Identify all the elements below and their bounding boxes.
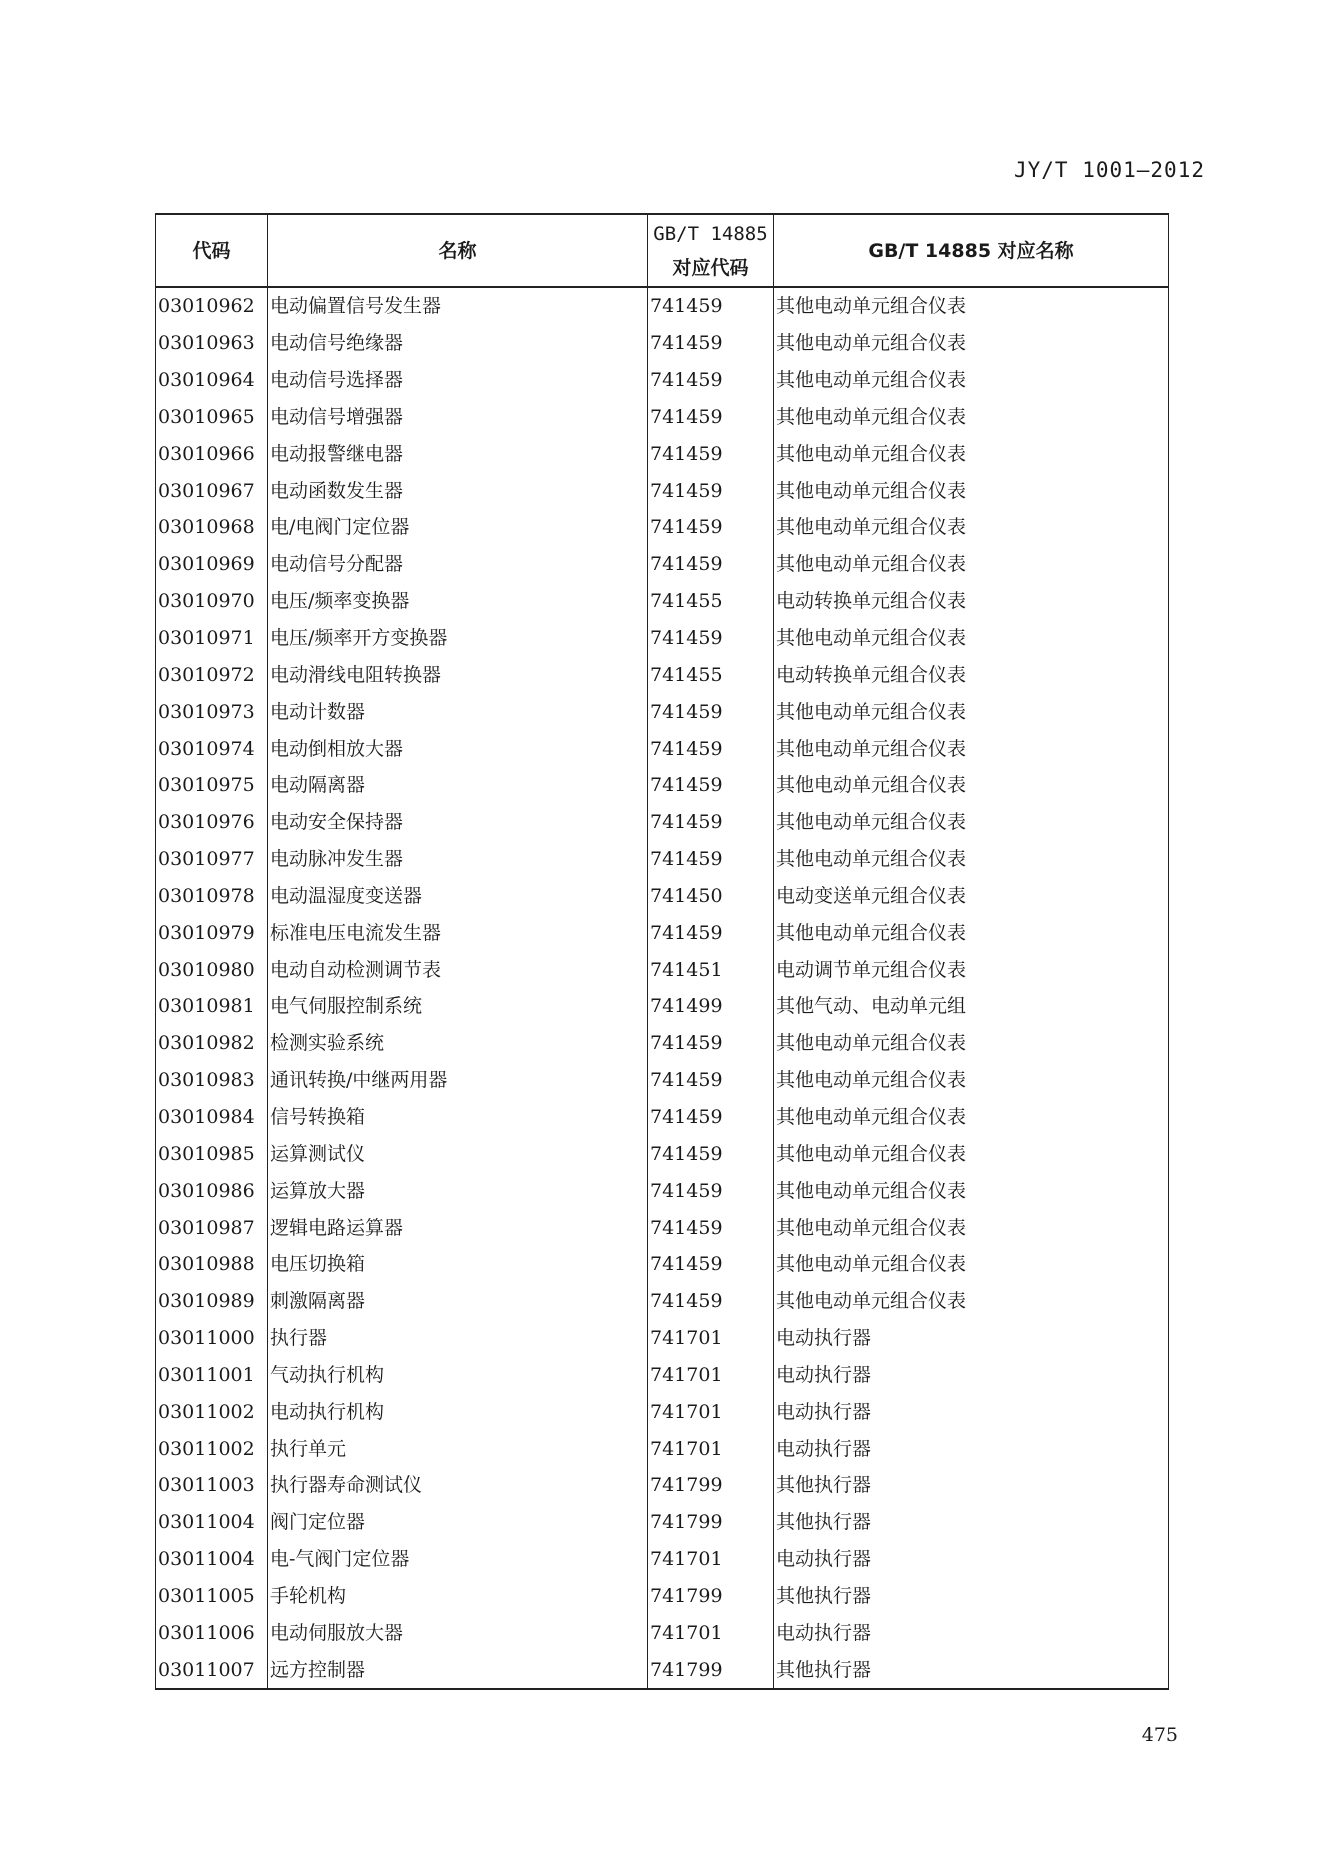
header-gb-code-line1: GB/T 14885 [653, 222, 768, 245]
cell-gb-name: 其他电动单元组合仪表 [774, 472, 1169, 509]
cell-name: 电动滑线电阻转换器 [268, 656, 648, 693]
table-row [156, 1135, 1169, 1172]
cell-name: 电压/频率开方变换器 [268, 620, 648, 657]
table-row [156, 1246, 1169, 1283]
cell-code: 03010984 [156, 1099, 268, 1136]
table-row [156, 656, 1169, 693]
table-row [156, 1209, 1169, 1246]
cell-gb-name: 电动执行器 [774, 1320, 1169, 1357]
table-row [156, 1283, 1169, 1320]
cell-code: 03010983 [156, 1062, 268, 1099]
table-row [156, 1099, 1169, 1136]
cell-code: 03011006 [156, 1614, 268, 1651]
cell-code: 03010966 [156, 435, 268, 472]
cell-gb-code: 741459 [648, 435, 774, 472]
table-row [156, 1541, 1169, 1578]
table-row [156, 841, 1169, 878]
cell-gb-name: 电动执行器 [774, 1541, 1169, 1578]
cell-gb-name: 其他电动单元组合仪表 [774, 435, 1169, 472]
cell-code: 03010968 [156, 509, 268, 546]
cell-gb-name: 其他电动单元组合仪表 [774, 804, 1169, 841]
cell-name: 电动倒相放大器 [268, 730, 648, 767]
cell-name: 通讯转换/中继两用器 [268, 1062, 648, 1099]
cell-code: 03011000 [156, 1320, 268, 1357]
cell-code: 03011004 [156, 1504, 268, 1541]
cell-gb-code: 741459 [648, 914, 774, 951]
cell-code: 03011005 [156, 1578, 268, 1615]
cell-gb-name: 电动转换单元组合仪表 [774, 656, 1169, 693]
table-row [156, 1320, 1169, 1357]
cell-gb-name: 其他电动单元组合仪表 [774, 767, 1169, 804]
cell-name: 电动脉冲发生器 [268, 841, 648, 878]
cell-gb-code: 741459 [648, 1172, 774, 1209]
cell-gb-name: 电动执行器 [774, 1393, 1169, 1430]
table-row [156, 693, 1169, 730]
cell-gb-name: 其他电动单元组合仪表 [774, 1099, 1169, 1136]
cell-name: 电动伺服放大器 [268, 1614, 648, 1651]
cell-code: 03011002 [156, 1393, 268, 1430]
table-row [156, 472, 1169, 509]
header-gb-name: GB/T 14885 对应名称 [774, 214, 1169, 287]
table-body [156, 287, 1169, 1689]
cell-gb-code: 741459 [648, 399, 774, 436]
table-row [156, 988, 1169, 1025]
cell-gb-code: 741459 [648, 1099, 774, 1136]
table-row [156, 804, 1169, 841]
cell-gb-name: 其他电动单元组合仪表 [774, 730, 1169, 767]
cell-gb-code: 741459 [648, 1135, 774, 1172]
cell-code: 03010975 [156, 767, 268, 804]
cell-gb-code: 741459 [648, 546, 774, 583]
cell-gb-code: 741459 [648, 804, 774, 841]
cell-name: 电动隔离器 [268, 767, 648, 804]
table-row [156, 1393, 1169, 1430]
table-row [156, 287, 1169, 325]
cell-gb-name: 其他电动单元组合仪表 [774, 1283, 1169, 1320]
cell-gb-name: 其他执行器 [774, 1467, 1169, 1504]
table-row [156, 362, 1169, 399]
cell-gb-name: 其他电动单元组合仪表 [774, 1246, 1169, 1283]
cell-code: 03011007 [156, 1651, 268, 1689]
table-row [156, 509, 1169, 546]
cell-name: 逻辑电路运算器 [268, 1209, 648, 1246]
cell-code: 03010981 [156, 988, 268, 1025]
cell-gb-name: 其他电动单元组合仪表 [774, 841, 1169, 878]
cell-gb-name: 其他气动、电动单元组 [774, 988, 1169, 1025]
cell-gb-name: 电动调节单元组合仪表 [774, 951, 1169, 988]
cell-gb-name: 其他电动单元组合仪表 [774, 620, 1169, 657]
cell-gb-code: 741459 [648, 472, 774, 509]
table-row [156, 583, 1169, 620]
cell-gb-code: 741799 [648, 1651, 774, 1689]
cell-gb-name: 其他电动单元组合仪表 [774, 546, 1169, 583]
cell-code: 03010974 [156, 730, 268, 767]
cell-gb-code: 741701 [648, 1430, 774, 1467]
cell-gb-name: 其他电动单元组合仪表 [774, 362, 1169, 399]
cell-code: 03010985 [156, 1135, 268, 1172]
cell-gb-code: 741459 [648, 1283, 774, 1320]
cell-gb-name: 其他电动单元组合仪表 [774, 1135, 1169, 1172]
cell-code: 03010980 [156, 951, 268, 988]
cell-name: 手轮机构 [268, 1578, 648, 1615]
cell-name: 电压切换箱 [268, 1246, 648, 1283]
cell-name: 刺激隔离器 [268, 1283, 648, 1320]
cell-gb-code: 741459 [648, 1246, 774, 1283]
cell-gb-code: 741451 [648, 951, 774, 988]
cell-name: 电/电阀门定位器 [268, 509, 648, 546]
cell-gb-code: 741455 [648, 583, 774, 620]
cell-gb-code: 741459 [648, 730, 774, 767]
cell-gb-code: 741799 [648, 1467, 774, 1504]
table-row [156, 1062, 1169, 1099]
cell-name: 标准电压电流发生器 [268, 914, 648, 951]
cell-gb-name: 其他电动单元组合仪表 [774, 399, 1169, 436]
cell-name: 远方控制器 [268, 1651, 648, 1689]
cell-gb-name: 电动变送单元组合仪表 [774, 878, 1169, 915]
cell-code: 03011004 [156, 1541, 268, 1578]
cell-gb-code: 741701 [648, 1356, 774, 1393]
cell-gb-name: 电动执行器 [774, 1430, 1169, 1467]
cell-code: 03010972 [156, 656, 268, 693]
standard-code: JY/T 1001—2012 [1013, 158, 1205, 182]
header-name: 名称 [268, 214, 648, 287]
cell-gb-name: 其他电动单元组合仪表 [774, 287, 1169, 325]
header-gb-code [648, 214, 774, 287]
cell-gb-code: 741459 [648, 287, 774, 325]
table-row [156, 546, 1169, 583]
table-row [156, 1172, 1169, 1209]
table-row [156, 730, 1169, 767]
cell-code: 03011003 [156, 1467, 268, 1504]
cell-name: 气动执行机构 [268, 1356, 648, 1393]
cell-code: 03010963 [156, 325, 268, 362]
table-row [156, 1430, 1169, 1467]
cell-name: 电动信号增强器 [268, 399, 648, 436]
cell-gb-code: 741459 [648, 693, 774, 730]
cell-code: 03010982 [156, 1025, 268, 1062]
cell-name: 检测实验系统 [268, 1025, 648, 1062]
header-code: 代码 [156, 214, 268, 287]
cell-name: 电动信号绝缘器 [268, 325, 648, 362]
cell-name: 电动信号选择器 [268, 362, 648, 399]
cell-gb-code: 741701 [648, 1541, 774, 1578]
cell-gb-code: 741459 [648, 620, 774, 657]
cell-gb-name: 电动执行器 [774, 1614, 1169, 1651]
cell-gb-name: 其他执行器 [774, 1651, 1169, 1689]
table-row [156, 878, 1169, 915]
cell-gb-name: 其他电动单元组合仪表 [774, 325, 1169, 362]
cell-code: 03010988 [156, 1246, 268, 1283]
cell-gb-code: 741455 [648, 656, 774, 693]
cell-gb-code: 741701 [648, 1614, 774, 1651]
table-row [156, 1356, 1169, 1393]
cell-name: 电动信号分配器 [268, 546, 648, 583]
cell-name: 电动报警继电器 [268, 435, 648, 472]
cell-name: 运算放大器 [268, 1172, 648, 1209]
table-row [156, 1467, 1169, 1504]
cell-gb-code: 741459 [648, 841, 774, 878]
cell-name: 电动温湿度变送器 [268, 878, 648, 915]
cell-gb-code: 741459 [648, 1209, 774, 1246]
cell-name: 阀门定位器 [268, 1504, 648, 1541]
cell-name: 电动安全保持器 [268, 804, 648, 841]
cell-code: 03010979 [156, 914, 268, 951]
table-row [156, 1578, 1169, 1615]
cell-code: 03010987 [156, 1209, 268, 1246]
cell-gb-name: 电动转换单元组合仪表 [774, 583, 1169, 620]
cell-name: 执行单元 [268, 1430, 648, 1467]
cell-gb-code: 741499 [648, 988, 774, 1025]
table-row [156, 399, 1169, 436]
cell-gb-code: 741459 [648, 767, 774, 804]
table-row [156, 951, 1169, 988]
cell-name: 电气伺服控制系统 [268, 988, 648, 1025]
table-row [156, 325, 1169, 362]
cell-gb-name: 其他电动单元组合仪表 [774, 509, 1169, 546]
cell-name: 信号转换箱 [268, 1099, 648, 1136]
page-number: 475 [1141, 1724, 1178, 1746]
cell-gb-code: 741459 [648, 1062, 774, 1099]
cell-code: 03011002 [156, 1430, 268, 1467]
table-row [156, 914, 1169, 951]
cell-code: 03010965 [156, 399, 268, 436]
cell-gb-name: 其他执行器 [774, 1504, 1169, 1541]
cell-name: 执行器 [268, 1320, 648, 1357]
cell-gb-code: 741701 [648, 1320, 774, 1357]
table-row [156, 767, 1169, 804]
code-mapping-table [155, 213, 1169, 1690]
cell-name: 电压/频率变换器 [268, 583, 648, 620]
cell-gb-code: 741701 [648, 1393, 774, 1430]
cell-gb-name: 电动执行器 [774, 1356, 1169, 1393]
cell-code: 03010967 [156, 472, 268, 509]
cell-gb-code: 741459 [648, 1025, 774, 1062]
cell-gb-code: 741459 [648, 509, 774, 546]
cell-code: 03010970 [156, 583, 268, 620]
cell-gb-name: 其他电动单元组合仪表 [774, 1172, 1169, 1209]
cell-name: 运算测试仪 [268, 1135, 648, 1172]
cell-code: 03010962 [156, 287, 268, 325]
table-row [156, 1025, 1169, 1062]
cell-name: 执行器寿命测试仪 [268, 1467, 648, 1504]
cell-gb-code: 741799 [648, 1578, 774, 1615]
cell-code: 03010971 [156, 620, 268, 657]
table-row [156, 1614, 1169, 1651]
cell-name: 电动执行机构 [268, 1393, 648, 1430]
cell-code: 03011001 [156, 1356, 268, 1393]
cell-code: 03010964 [156, 362, 268, 399]
header-gb-code-line2: 对应代码 [672, 256, 749, 279]
cell-code: 03010986 [156, 1172, 268, 1209]
cell-gb-name: 其他电动单元组合仪表 [774, 1209, 1169, 1246]
cell-name: 电动偏置信号发生器 [268, 287, 648, 325]
cell-name: 电动自动检测调节表 [268, 951, 648, 988]
cell-gb-code: 741459 [648, 325, 774, 362]
cell-code: 03010978 [156, 878, 268, 915]
cell-gb-code: 741450 [648, 878, 774, 915]
cell-code: 03010969 [156, 546, 268, 583]
cell-gb-name: 其他电动单元组合仪表 [774, 693, 1169, 730]
cell-gb-name: 其他电动单元组合仪表 [774, 1062, 1169, 1099]
table-header-row [156, 214, 1169, 287]
cell-gb-code: 741799 [648, 1504, 774, 1541]
table-row [156, 435, 1169, 472]
cell-code: 03010977 [156, 841, 268, 878]
cell-name: 电动计数器 [268, 693, 648, 730]
table-row [156, 1504, 1169, 1541]
cell-code: 03010973 [156, 693, 268, 730]
cell-gb-name: 其他执行器 [774, 1578, 1169, 1615]
cell-gb-name: 其他电动单元组合仪表 [774, 1025, 1169, 1062]
table-row [156, 1651, 1169, 1689]
cell-name: 电动函数发生器 [268, 472, 648, 509]
cell-gb-code: 741459 [648, 362, 774, 399]
cell-code: 03010989 [156, 1283, 268, 1320]
cell-gb-name: 其他电动单元组合仪表 [774, 914, 1169, 951]
cell-name: 电-气阀门定位器 [268, 1541, 648, 1578]
cell-code: 03010976 [156, 804, 268, 841]
table-row [156, 620, 1169, 657]
